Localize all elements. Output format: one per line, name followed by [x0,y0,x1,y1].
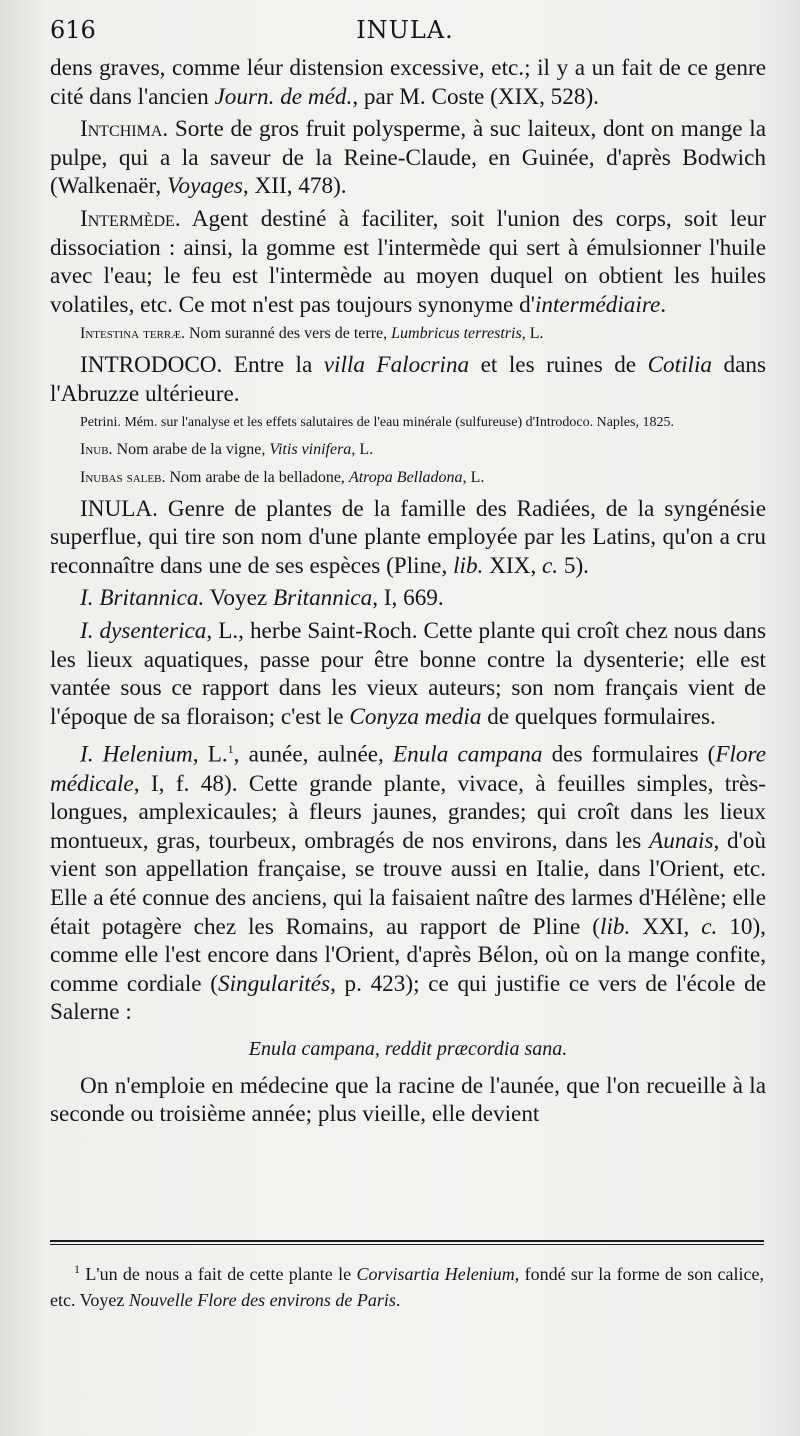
entry-inula-helenium: I. Helenium, L.$^1$, aunée, aulnée, Enula campana des formulaires (Flore médicale, I, f. 48). Cette grande plante, vivace, à feuilles simples, très-longues, amplexicaules; à fleurs jaunes, grandes; qui croît dans les lieux montueux, gras, tourbeux, ombragés de nos environs, dans les Aunais, d'où vient son appellation française, se trouve aussi en Italie, dans l'Orient, etc. Elle a été connue des anciens, qui la faisaient naître des larmes d'Hélène; elle était potagère chez les Romains, au rapport de Pline (lib. XXI, c. 10), comme elle l'est encore dans l'Orient, d'après Bélon, où on la mange confite, comme cordiale (Singularités, p. 423); ce qui justifie ce vers de l'école de Salerne : [50,742,767,1026]
entry-inula-dysenterica: I. dysenterica, L., herbe Saint-Roch. Cette plante qui croît chez nous dans les lieux aquatiques, passe pour être bonne contre la dysenterie; elle est vantée sous ce rapport dans les vieux auteurs; son nom français vient de l'époque de sa floraison; c'est le Conyza media de quelques formulaires. [50,617,766,730]
entry-inula-britannica: I. Britannica. Voyez Britannica, I, 669. [80,585,444,612]
entry-headword: Intchima. [80,116,169,143]
entry-headword: INULA. [80,495,158,522]
entry-intermede: Intermède. Agent destiné à faciliter, soit l'union des corps, soit leur dissociation : ainsi, la gomme est l'intermède qui sert à émulsionner l'huile avec l'eau; le feu est l'intermède au moyen duquel on obtient les huiles volatiles, etc. Ce mot n'est pas toujours synonyme d'intermédiaire. [50,205,766,318]
entry-continuation: dens graves, comme léur distension excessive, etc.; il y a un fait de ce genre cité dans l'ancien Journ. de méd., par M. Coste (XIX, 528). [50,55,766,110]
footnote-marker: 1 [227,742,234,757]
bibliography-petrini: Petrini. Mém. sur l'analyse et les effets salutaires de l'eau minérale (sulfureuse) d'Introdoco. Naples, 1825. [80,414,674,430]
salerno-verse: Enula campana, reddit præcordia sana. [248,1037,568,1060]
main-text [50,54,766,1133]
footnote-rule-thin [50,1244,764,1245]
page-number: 616 [50,16,96,44]
running-title: INULA. [356,16,454,44]
entry-inubas-saleb: Inubas saleb. Nom arabe de la belladone, Atropa Belladona, L. [80,468,485,486]
footnote-rule [50,1240,764,1242]
entry-headword: Inub. [80,440,113,458]
footnote-mark: 1 [74,1262,80,1276]
entry-usage: On n'emploie en médecine que la racine de l'aunée, que l'on recueille à la seconde ou troisième année; plus vieille, elle devient [50,1072,766,1128]
entry-inula: INULA. Genre de plantes de la famille des Radiées, de la syngénésie superflue, qui tire son nom d'une plante employée par les Latins, qu'on a cru reconnaître dans une de ses espèces (Pline, lib. XIX, c. 5). [50,495,766,579]
entry-intestina: Intestina terræ. Nom suranné des vers de terre, Lumbricus terrestris, L. [80,325,544,343]
entry-headword: Intestina terræ. [80,325,185,343]
entry-headword: Inubas saleb. [80,468,166,486]
entry-headword: Intermède. [80,205,181,232]
entry-introdoco: INTRODOCO. Entre la villa Falocrina et les ruines de Cotilia dans l'Abruzze ultérieure. [50,352,766,407]
entry-intchima: Intchima. Sorte de gros fruit polysperme, à suc laiteux, dont on mange la pulpe, qui a la saveur de la Reine-Claude, en Guinée, d'après Bodwich (Walkenaër, Voyages, XII, 478). [50,116,766,200]
page-header [50,16,760,52]
footnote: $^1$ L'un de nous a fait de cette plante le Corvisartia Helenium, fondé sur la forme de son calice, etc. Voyez Nouvelle Flore des environs de Paris. [50,1262,765,1310]
entry-inub: Inub. Nom arabe de la vigne, Vitis vinifera, L. [80,440,374,458]
entry-headword: INTRODOCO. [80,352,223,379]
